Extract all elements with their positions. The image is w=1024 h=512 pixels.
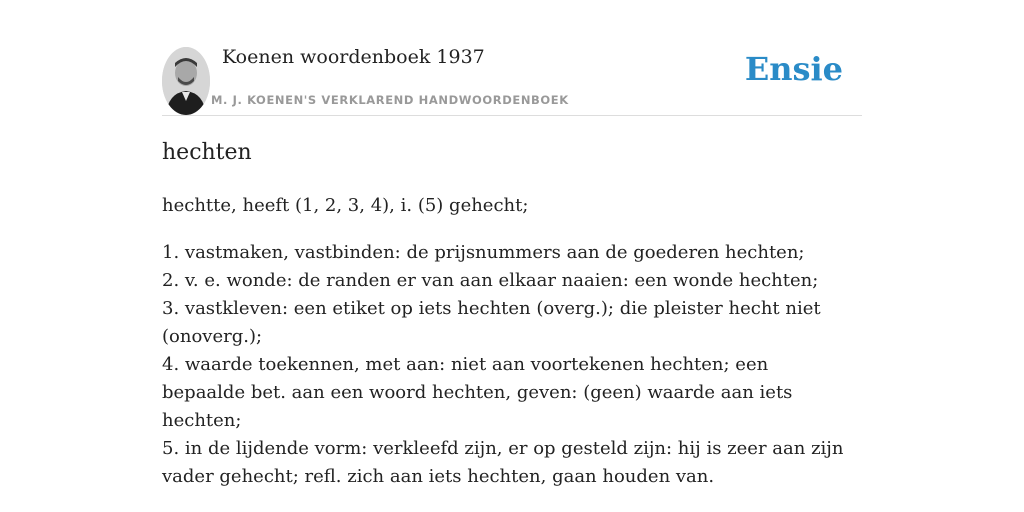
entry-sense: 1. vastmaken, vastbinden: de prijsnummers aan de goederen hechten; [162,242,805,263]
brand-logo-link[interactable]: Ensie [744,50,843,88]
entry-inflections: hechtte, heeft (1, 2, 3, 4), i. (5) gehecht; [162,195,529,216]
entry-sense: 2. v. e. wonde: de randen er van aan elkaar naaien: een wonde hechten; [162,270,819,291]
author-portrait-icon [162,47,210,115]
entry-sense: 5. in de lijdende vorm: verkleefd zijn, er op gesteld zijn: hij is zeer aan zijn vader gehecht; refl. zich aan iets hechten, gaan houden van. [162,438,844,487]
dictionary-title[interactable]: Koenen woordenboek 1937 [222,46,485,68]
entry-senses [162,239,852,491]
entry-sense: 4. waarde toekennen, met aan: niet aan voortekenen hechten; een bepaalde bet. aan een woord hechten, geven: (geen) waarde aan iets hechten; [162,354,793,431]
entry-headword: hechten [162,140,252,165]
entry-sense: 3. vastkleven: een etiket op iets hechten (overg.); die pleister hecht niet (onoverg.); [162,298,821,347]
dictionary-subtitle: M. J. KOENEN'S VERKLAREND HANDWOORDENBOEK [211,93,569,107]
header-divider [162,115,862,116]
